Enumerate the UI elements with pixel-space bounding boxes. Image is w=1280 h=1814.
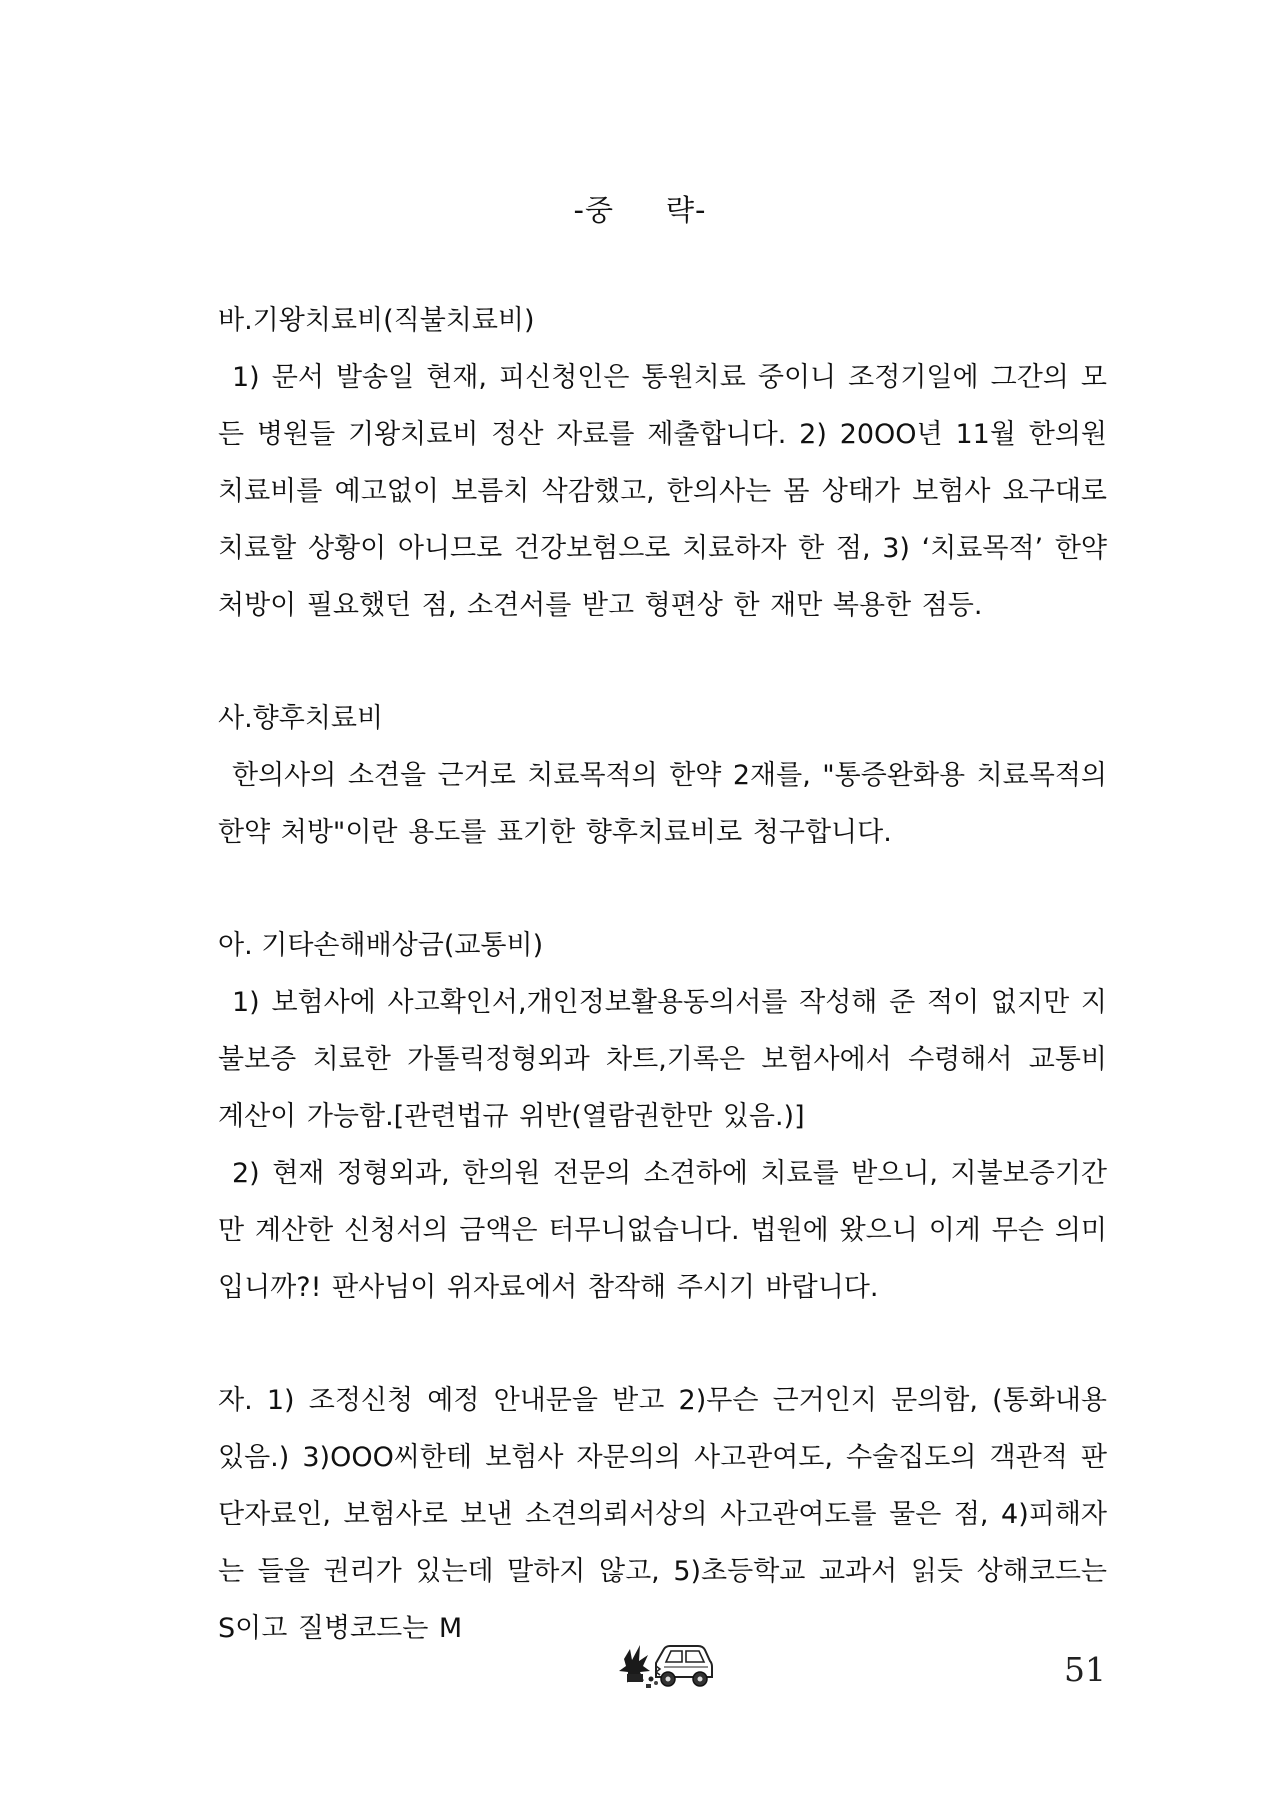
paragraph: 1) 문서 발송일 현재, 피신청인은 통원치료 중이니 조정기일에 그간의 모든 병원들 기왕치료비 정산 자료를 제출합니다. 2) 20OO년 11월 한의원 치료비를 예고없이 보름치 삭감했고, 한의사는 몸 상태가 보험사 요구대로 치료할 상황이 아니므로 건강보험으로 치료하자 한 점, 3) ‘치료목적’ 한약 처방이 필요했던 점, 소견서를 받고 형편상 한 재만 복용한 점등. bbox=[218, 362, 1107, 621]
section-ba bbox=[218, 292, 1107, 634]
section-heading: 사.향후치료비 bbox=[218, 703, 384, 734]
section-a bbox=[218, 917, 1107, 1316]
title-left: -중 bbox=[573, 193, 614, 227]
document-body bbox=[218, 292, 1107, 1713]
paragraph: 1) 보험사에 사고확인서,개인정보활용동의서를 작성해 준 적이 없지만 지불보증 치료한 가톨릭정형외과 차트,기록은 보험사에서 수령해서 교통비 계산이 가능함.[관련법규 위반(열람권한만 있음.)] bbox=[218, 987, 1107, 1132]
paragraph: 2) 현재 정형외과, 한의원 전문의 소견하에 치료를 받으니, 지불보증기간만 계산한 신청서의 금액은 터무니없습니다. 법원에 왔으니 이게 무슨 의미입니까?! 판사님이 위자료에서 참작해 주시기 바랍니다. bbox=[218, 1158, 1107, 1303]
section-heading: 아. 기타손해배상금(교통비) bbox=[218, 930, 544, 961]
car-crash-illustration-icon bbox=[618, 1633, 714, 1691]
page-number: 51 bbox=[1064, 1650, 1106, 1689]
paragraph: 자. 1) 조정신청 예정 안내문을 받고 2)무슨 근거인지 문의함, (통화내용 있음.) 3)OOO씨한테 보험사 자문의의 사고관여도, 수술집도의 객관적 판단자료인, 보험사로 보낸 소견의뢰서상의 사고관여도를 물은 점, 4)피해자는 들을 권리가 있는데 말하지 않고, 5)초등학교 교과서 읽듯 상해코드는 S이고 질병코드는 M bbox=[218, 1385, 1107, 1644]
page-title bbox=[0, 188, 1280, 229]
title-right: 략- bbox=[666, 193, 707, 227]
section-sa bbox=[218, 690, 1107, 861]
section-ja bbox=[218, 1372, 1107, 1657]
paragraph: 한의사의 소견을 근거로 치료목적의 한약 2재를, "통증완화용 치료목적의 한약 처방"이란 용도를 표기한 향후치료비로 청구합니다. bbox=[218, 760, 1107, 848]
section-heading: 바.기왕치료비(직불치료비) bbox=[218, 305, 535, 336]
